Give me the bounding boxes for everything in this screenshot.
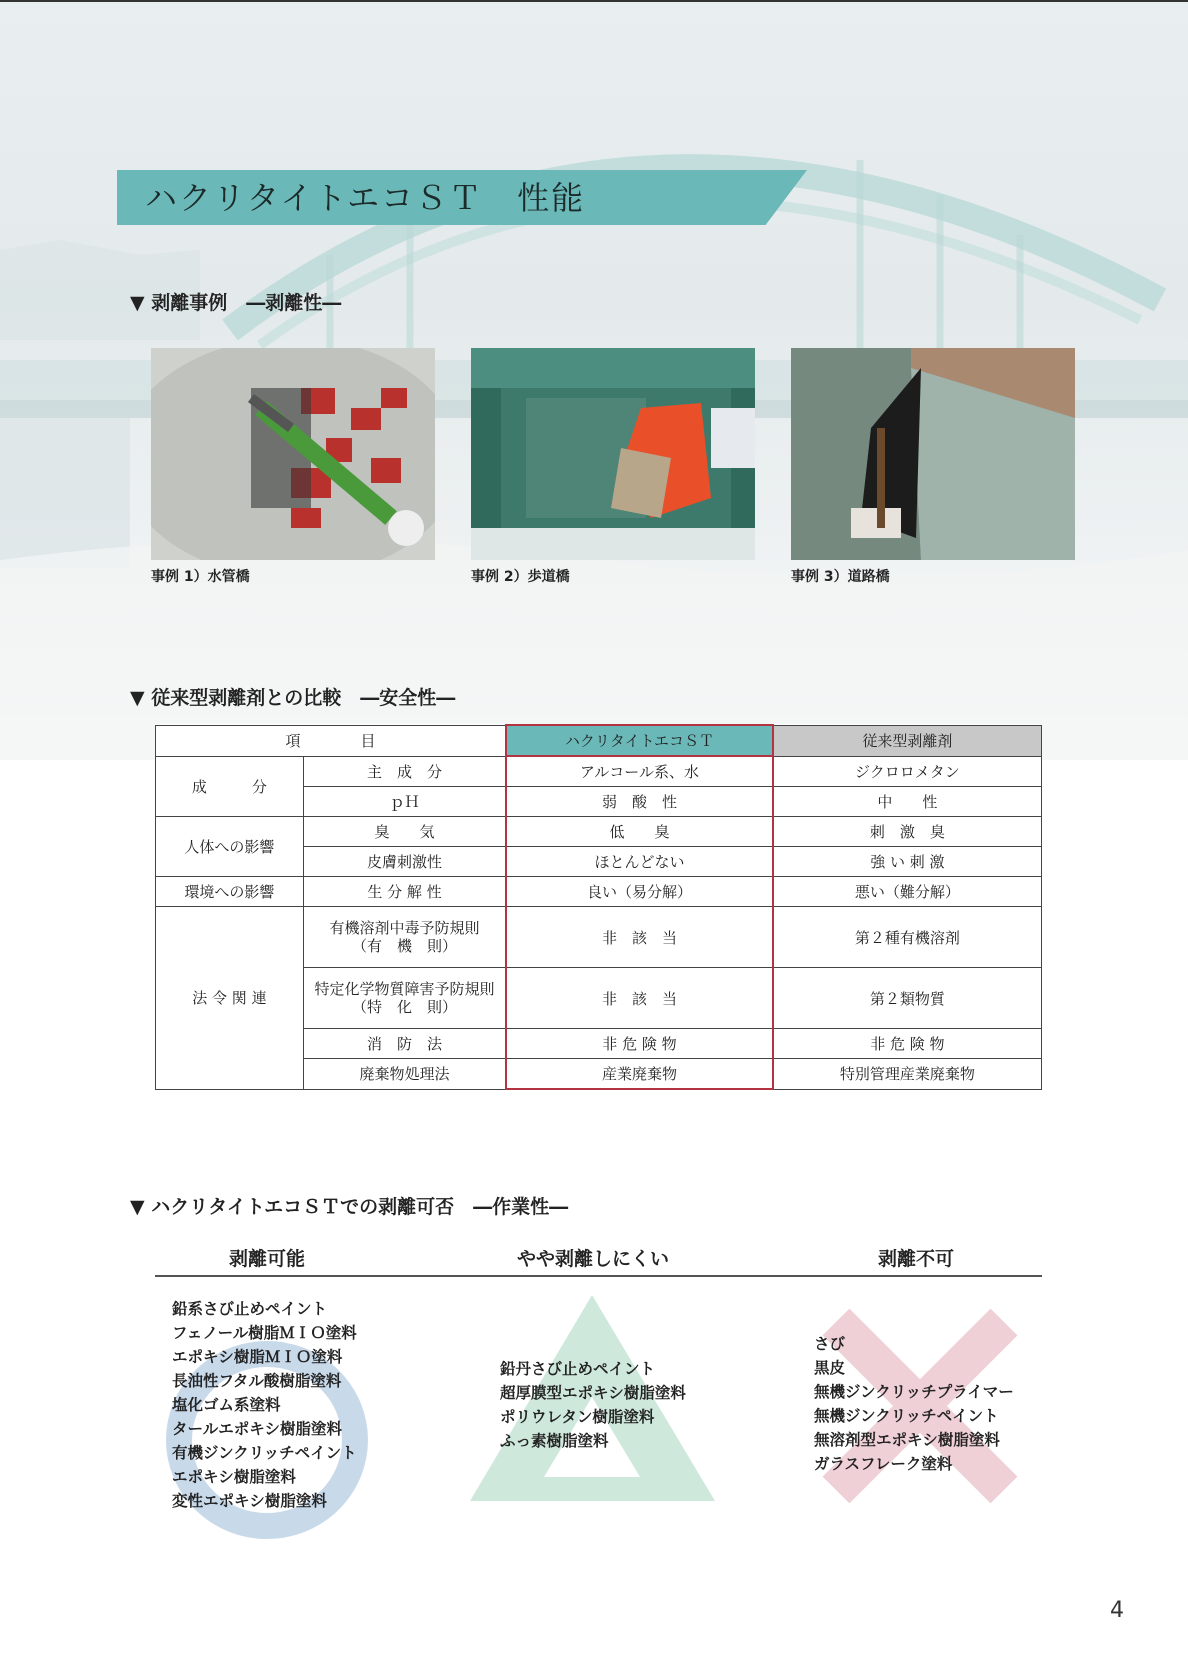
- group-label: 人体への影響: [156, 817, 304, 877]
- list-item: エポキシ樹脂塗料: [172, 1468, 296, 1486]
- list-item: 超厚膜型エポキシ樹脂塗料: [500, 1384, 686, 1402]
- old-value: 第２類物質: [773, 968, 1042, 1029]
- row-label: ｐＨ: [303, 787, 506, 817]
- list-item: 長油性フタル酸樹脂塗料: [172, 1372, 342, 1390]
- eco-value: 低 臭: [506, 817, 773, 847]
- header-eco: ハクリタイトエコＳＴ: [506, 725, 773, 756]
- list-item: 無溶剤型エポキシ樹脂塗料: [814, 1431, 1000, 1449]
- header-conventional: 従来型剥離剤: [773, 725, 1042, 756]
- list-item: フェノール樹脂ＭＩＯ塗料: [172, 1324, 357, 1342]
- old-value: 悪い（難分解）: [773, 877, 1042, 907]
- group-label: 環境への影響: [156, 877, 304, 907]
- header-item: 項 目: [156, 725, 507, 756]
- eco-value: 非 該 当: [506, 907, 773, 968]
- row-label: 皮膚刺激性: [303, 847, 506, 877]
- list-item: エポキシ樹脂ＭＩＯ塗料: [172, 1348, 343, 1366]
- case-photo-road-bridge: [791, 348, 1075, 560]
- row-label: 消 防 法: [303, 1029, 506, 1059]
- list-item: タールエポキシ樹脂塗料: [172, 1420, 343, 1438]
- section-heading-peelability: ▼ ハクリタイトエコＳＴでの剥離可否 ―作業性―: [130, 1196, 569, 1218]
- list-item: ガラスフレーク塗料: [814, 1455, 953, 1473]
- table-row: [156, 817, 1042, 847]
- list-item: 無機ジンクリッチプライマー: [814, 1383, 1014, 1401]
- eco-value: 産業廃棄物: [506, 1059, 773, 1090]
- eco-value: 非 該 当: [506, 968, 773, 1029]
- table-row: [156, 907, 1042, 968]
- comparison-table: [155, 724, 1042, 1090]
- divider-rule: [155, 1275, 1042, 1277]
- old-value: 第２種有機溶剤: [773, 907, 1042, 968]
- eco-value: ほとんどない: [506, 847, 773, 877]
- list-item: 有機ジンクリッチペイント: [172, 1444, 357, 1462]
- list-item: 黒皮: [814, 1359, 846, 1377]
- old-value: 刺 激 臭: [773, 817, 1042, 847]
- column-title-peelable: 剥離可能: [228, 1248, 305, 1270]
- list-item: ふっ素樹脂塗料: [500, 1432, 609, 1450]
- peelable-list: [172, 1297, 357, 1513]
- row-label: 臭 気: [303, 817, 506, 847]
- page-number: 4: [1110, 1598, 1124, 1623]
- table-row: [156, 756, 1042, 787]
- list-item: 鉛系さび止めペイント: [172, 1300, 328, 1318]
- eco-value: 弱 酸 性: [506, 787, 773, 817]
- case-caption-2: 事例 2）歩道橋: [471, 569, 570, 585]
- section-heading-peel-cases: ▼ 剥離事例 ―剥離性―: [130, 292, 342, 314]
- row-label: 生 分 解 性: [303, 877, 506, 907]
- case-caption-1: 事例 1）水管橋: [151, 569, 250, 585]
- eco-value: アルコール系、水: [506, 756, 773, 787]
- section-heading-comparison: ▼ 従来型剥離剤との比較 ―安全性―: [130, 687, 456, 709]
- case-photo-water-pipe-bridge: [151, 348, 435, 560]
- old-value: 特別管理産業廃棄物: [773, 1059, 1042, 1090]
- page-title: ハクリタイトエコＳＴ 性能: [145, 179, 586, 217]
- list-item: さび: [814, 1335, 846, 1353]
- row-label-sub: （特 化 則）: [351, 998, 457, 1016]
- table-row: [156, 877, 1042, 907]
- case-caption-3: 事例 3）道路橋: [791, 569, 890, 585]
- list-item: ポリウレタン樹脂塗料: [500, 1408, 655, 1426]
- group-label: 成 分: [156, 756, 304, 817]
- column-title-not-peelable: 剥離不可: [877, 1248, 954, 1270]
- column-title-somewhat-difficult: やや剥離しにくい: [516, 1248, 669, 1270]
- row-label: 主 成 分: [303, 756, 506, 787]
- eco-value: 良い（易分解）: [506, 877, 773, 907]
- old-value: 非 危 険 物: [773, 1029, 1042, 1059]
- group-label: 法 令 関 連: [156, 907, 304, 1090]
- old-value: 強 い 刺 激: [773, 847, 1042, 877]
- old-value: ジクロロメタン: [773, 756, 1042, 787]
- eco-value: 非 危 険 物: [506, 1029, 773, 1059]
- row-label-main: 有機溶剤中毒予防規則: [329, 919, 480, 937]
- case-photo-pedestrian-bridge: [471, 348, 755, 560]
- row-label-main: 特定化学物質障害予防規則: [314, 980, 495, 998]
- list-item: 塩化ゴム系塗料: [172, 1396, 281, 1414]
- row-label: 廃棄物処理法: [303, 1059, 506, 1090]
- row-label-sub: （有 機 則）: [351, 937, 457, 955]
- list-item: 変性エポキシ樹脂塗料: [172, 1492, 327, 1510]
- not-peelable-list: [814, 1332, 1014, 1476]
- list-item: 鉛丹さび止めペイント: [500, 1360, 656, 1378]
- row-label: [303, 968, 506, 1029]
- row-label: [303, 907, 506, 968]
- list-item: 無機ジンクリッチペイント: [814, 1407, 999, 1425]
- old-value: 中 性: [773, 787, 1042, 817]
- somewhat-difficult-list: [500, 1357, 686, 1453]
- table-header-row: [156, 725, 1042, 756]
